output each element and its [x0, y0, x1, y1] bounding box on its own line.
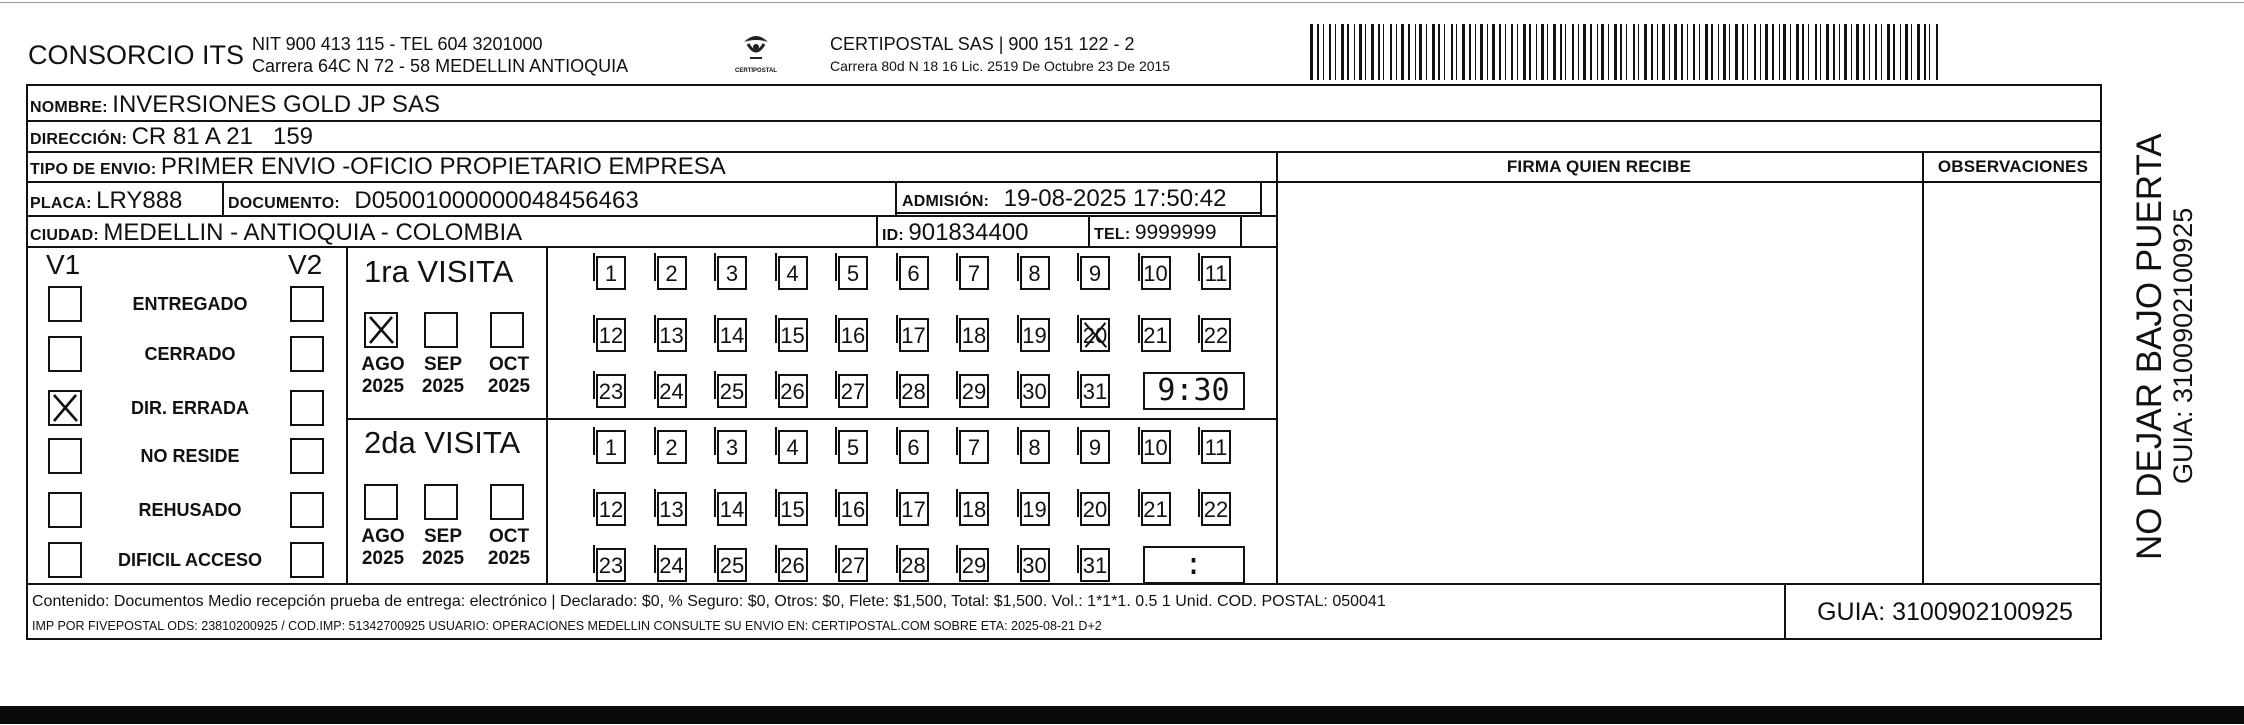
day-box[interactable]: 3 — [717, 256, 747, 290]
scan-bottom-bar — [0, 706, 2244, 724]
day-box[interactable]: 11 — [1201, 430, 1231, 464]
day-box[interactable]: 26 — [778, 374, 808, 408]
month-checkbox[interactable] — [424, 484, 458, 520]
day-box[interactable]: 25 — [717, 548, 747, 582]
day-box[interactable]: 7 — [959, 430, 989, 464]
day-box[interactable]: 12 — [596, 492, 626, 526]
visit2-title: 2da VISITA — [364, 425, 521, 460]
cell-divider — [222, 181, 224, 215]
month-checkbox[interactable] — [364, 312, 398, 348]
tipo-label: TIPO DE ENVIO: — [30, 161, 157, 178]
month-label: SEP 2025 — [421, 354, 465, 397]
tel-value: 9999999 — [1134, 221, 1217, 244]
cell-divider — [895, 181, 897, 215]
ciudad-value: MEDELLIN - ANTIOQUIA - COLOMBIA — [103, 219, 523, 246]
day-box[interactable]: 24 — [657, 374, 687, 408]
row-divider — [26, 120, 2102, 122]
company-nit: NIT 900 413 115 - TEL 604 3201000 — [252, 34, 543, 54]
nombre-row — [30, 91, 440, 119]
v1-checkbox[interactable] — [48, 390, 82, 426]
day-box[interactable]: 23 — [596, 548, 626, 582]
day-box[interactable]: 14 — [717, 492, 747, 526]
company-address: Carrera 64C N 72 - 58 MEDELLIN ANTIOQUIA — [252, 56, 629, 76]
day-box[interactable]: 5 — [838, 430, 868, 464]
status-label: DIR. ERRADA — [130, 398, 249, 418]
v2-header: V2 — [288, 249, 323, 280]
status-label: REHUSADO — [138, 500, 242, 520]
day-box[interactable]: 1 — [596, 430, 626, 464]
month-label: SEP 2025 — [421, 526, 465, 569]
tel-label: TEL: — [1094, 226, 1131, 243]
day-box[interactable]: 11 — [1201, 256, 1231, 290]
day-box[interactable]: 9 — [1080, 256, 1110, 290]
day-box[interactable]: 20 — [1080, 318, 1110, 352]
footer-contenido: Contenido: Documentos Medio recepción prueba de entrega: electrónico | Declarado: $0, % Seguro: $0, Otros: $0, Flete: $1,500, Total: $1,500. Vol.: 1*1*1. 0.5 1 Unid. COD. POSTAL: 050041 — [32, 593, 1386, 610]
day-box[interactable]: 4 — [778, 430, 808, 464]
day-box[interactable]: 23 — [596, 374, 626, 408]
day-box[interactable]: 15 — [778, 318, 808, 352]
month-checkbox[interactable] — [364, 484, 398, 520]
month-label: OCT 2025 — [487, 354, 531, 397]
day-box[interactable]: 5 — [838, 256, 868, 290]
day-box[interactable]: 6 — [899, 430, 929, 464]
day-box[interactable]: 13 — [657, 492, 687, 526]
day-box[interactable]: 2 — [657, 430, 687, 464]
footer-imp: IMP POR FIVEPOSTAL ODS: 23810200925 / COD.IMP: 51342700925 USUARIO: OPERACIONES MEDELLIN CONSULTE SU ENVIO EN: CERTIPOSTAL.COM SOBRE ETA: 2025-08-21 D+2 — [32, 619, 1102, 633]
day-box[interactable]: 24 — [657, 548, 687, 582]
tipo-value: PRIMER ENVIO -OFICIO PROPIETARIO EMPRESA — [160, 153, 726, 180]
day-box[interactable]: 6 — [899, 256, 929, 290]
month-label: AGO 2025 — [361, 354, 405, 397]
status-label: ENTREGADO — [132, 294, 248, 314]
v2-checkbox[interactable] — [290, 438, 324, 474]
tipo-row — [30, 153, 726, 181]
v1-checkbox[interactable] — [48, 542, 82, 578]
observaciones-column-border — [1922, 151, 1924, 583]
visit1-title: 1ra VISITA — [364, 254, 514, 289]
day-box[interactable]: 14 — [717, 318, 747, 352]
status-label: NO RESIDE — [140, 446, 240, 466]
carrier-license: Carrera 80d N 18 16 Lic. 2519 De Octubre 23 De 2015 — [830, 58, 1171, 74]
v2-checkbox[interactable] — [290, 336, 324, 372]
day-box[interactable]: 13 — [657, 318, 687, 352]
v1-checkbox[interactable] — [48, 438, 82, 474]
month-divider — [546, 246, 548, 583]
day-box[interactable]: 8 — [1020, 430, 1050, 464]
v1-checkbox[interactable] — [48, 286, 82, 322]
certipostal-logo — [726, 30, 786, 82]
day-box[interactable]: 2 — [657, 256, 687, 290]
day-box[interactable]: 30 — [1020, 548, 1050, 582]
documento-value: D05001000000048456463 — [354, 187, 639, 214]
day-box[interactable]: 3 — [717, 430, 747, 464]
scan-edge-line — [0, 2, 2244, 3]
cell-divider — [876, 215, 878, 246]
visit-time-field[interactable]: 9:30 — [1143, 372, 1245, 410]
day-box[interactable]: 31 — [1080, 548, 1110, 582]
day-box[interactable]: 19 — [1020, 318, 1050, 352]
cell-divider — [1260, 181, 1262, 215]
day-box[interactable]: 21 — [1141, 492, 1171, 526]
day-box[interactable]: 27 — [838, 548, 868, 582]
status-block-border — [346, 246, 348, 583]
tel-row — [1094, 221, 1217, 245]
day-box[interactable]: 22 — [1201, 492, 1231, 526]
day-box[interactable]: 29 — [959, 374, 989, 408]
direccion-value: CR 81 A 21 159 — [131, 123, 314, 150]
documento-row — [228, 187, 639, 215]
day-box[interactable]: 22 — [1201, 318, 1231, 352]
day-box[interactable]: 16 — [838, 318, 868, 352]
admision-row — [902, 185, 1226, 213]
barcode — [1310, 24, 1942, 80]
v2-checkbox[interactable] — [290, 286, 324, 322]
day-box[interactable]: 21 — [1141, 318, 1171, 352]
logo-text: CERTIPOSTAL — [735, 68, 777, 74]
month-label: OCT 2025 — [487, 526, 531, 569]
admision-underline — [895, 212, 1260, 214]
month-checkbox[interactable] — [490, 484, 524, 520]
signature-area-top — [1276, 181, 2102, 183]
direccion-label: DIRECCIÓN: — [30, 131, 128, 148]
day-box[interactable]: 4 — [778, 256, 808, 290]
day-box[interactable]: 16 — [838, 492, 868, 526]
ciudad-label: CIUDAD: — [30, 227, 99, 244]
day-box[interactable]: 18 — [959, 492, 989, 526]
v2-checkbox[interactable] — [290, 542, 324, 578]
day-box[interactable]: 25 — [717, 374, 747, 408]
day-box[interactable]: 19 — [1020, 492, 1050, 526]
day-box[interactable]: 30 — [1020, 374, 1050, 408]
row-divider — [26, 583, 2102, 585]
status-label: DIFICIL ACCESO — [117, 550, 262, 570]
documento-label: DOCUMENTO: — [228, 195, 340, 212]
v1-checkbox[interactable] — [48, 492, 82, 528]
nombre-value: INVERSIONES GOLD JP SAS — [112, 91, 440, 118]
ciudad-row — [30, 219, 522, 247]
side-guia: GUIA: 3100902100925 — [2168, 207, 2198, 484]
direccion-row — [30, 123, 313, 151]
day-box[interactable]: 17 — [899, 492, 929, 526]
id-value: 901834400 — [908, 219, 1029, 246]
footer-guia: GUIA: 3100902100925 — [1817, 598, 2073, 626]
v2-checkbox[interactable] — [290, 492, 324, 528]
day-box[interactable]: 29 — [959, 548, 989, 582]
admision-value: 19-08-2025 17:50:42 — [1003, 185, 1227, 212]
id-row — [882, 219, 1029, 247]
day-box[interactable]: 17 — [899, 318, 929, 352]
cell-divider — [1240, 215, 1242, 246]
id-label: ID: — [882, 227, 904, 244]
nombre-label: NOMBRE: — [30, 99, 108, 116]
day-box[interactable]: 10 — [1141, 430, 1171, 464]
placa-label: PLACA: — [30, 195, 92, 212]
day-box[interactable]: 28 — [899, 374, 929, 408]
visit-time-field[interactable]: : — [1143, 546, 1245, 584]
v1-checkbox[interactable] — [48, 336, 82, 372]
v1-header: V1 — [46, 249, 81, 280]
day-box[interactable]: 28 — [899, 548, 929, 582]
cell-divider — [1088, 215, 1090, 246]
day-box[interactable]: 27 — [838, 374, 868, 408]
no-dejar-warning: NO DEJAR BAJO PUERTA — [2130, 133, 2169, 560]
day-box[interactable]: 12 — [596, 318, 626, 352]
day-box[interactable]: 9 — [1080, 430, 1110, 464]
placa-value: LRY888 — [96, 187, 183, 214]
firma-header: FIRMA QUIEN RECIBE — [1506, 157, 1692, 176]
day-box[interactable]: 15 — [778, 492, 808, 526]
day-box[interactable]: 7 — [959, 256, 989, 290]
day-box[interactable]: 1 — [596, 256, 626, 290]
day-box[interactable]: 18 — [959, 318, 989, 352]
v2-checkbox[interactable] — [290, 390, 324, 426]
visit-divider — [346, 418, 1276, 420]
company-name: CONSORCIO ITS — [28, 40, 245, 70]
day-box[interactable]: 26 — [778, 548, 808, 582]
day-box[interactable]: 20 — [1080, 492, 1110, 526]
observaciones-header: OBSERVACIONES — [1937, 157, 2089, 176]
day-box[interactable]: 10 — [1141, 256, 1171, 290]
carrier-info: CERTIPOSTAL SAS | 900 151 122 - 2 — [830, 34, 1135, 54]
firma-column-border — [1276, 151, 1278, 583]
month-checkbox[interactable] — [490, 312, 524, 348]
day-box[interactable]: 31 — [1080, 374, 1110, 408]
month-checkbox[interactable] — [424, 312, 458, 348]
admision-label: ADMISIÓN: — [902, 193, 990, 210]
placa-row — [30, 187, 182, 215]
status-label: CERRADO — [144, 344, 236, 364]
footer-divider — [1784, 583, 1786, 640]
month-label: AGO 2025 — [361, 526, 405, 569]
day-box[interactable]: 8 — [1020, 256, 1050, 290]
